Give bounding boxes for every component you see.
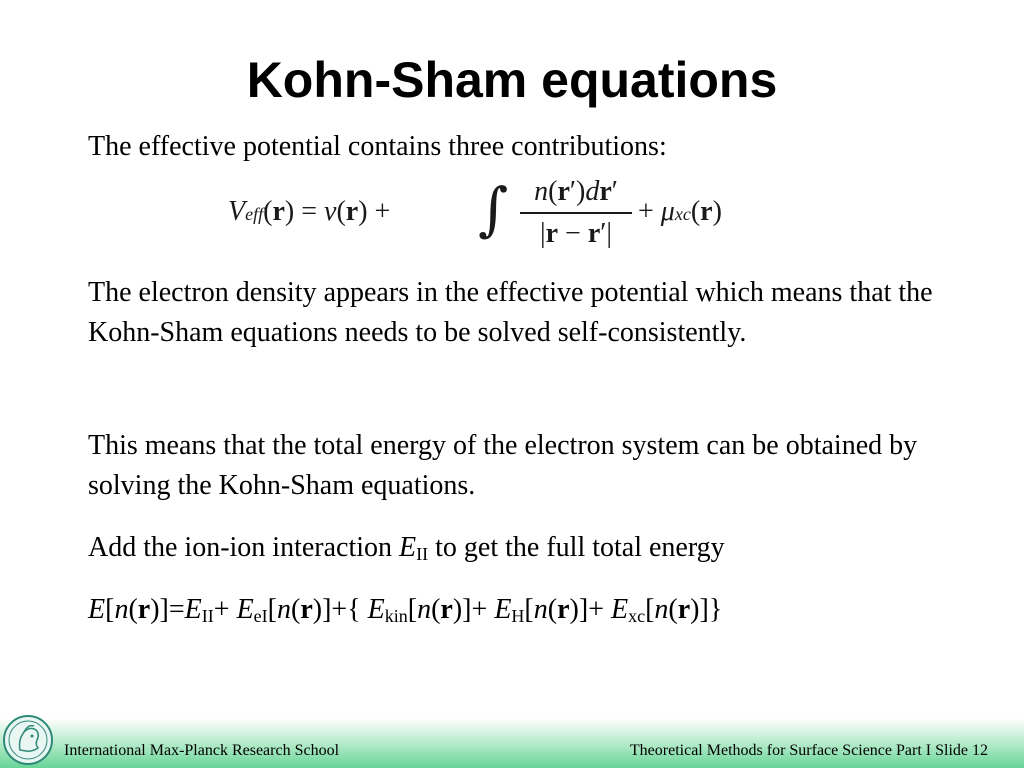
fraction-denominator: |r − r′| (539, 218, 612, 249)
integral-sign: ∫ (478, 175, 509, 243)
footer-institution: International Max-Planck Research School (64, 742, 340, 759)
total-energy-equation: $E[n(r)]=E_{II}+ E_{eI}[n(r)]+${ $E_{kin}[n(r)]+ E_H[n(r)]+ E_{xc}[n(r)]$} (88, 594, 723, 626)
fraction-bar (520, 212, 632, 214)
intro-text: The effective potential contains three contributions: (88, 131, 667, 162)
max-planck-logo-icon (2, 714, 54, 766)
effective-potential-equation (228, 170, 788, 260)
xc-term: + μxc(r) (638, 196, 722, 227)
hartree-fraction (520, 174, 632, 252)
fraction-numerator: n(r′)dr′ (534, 176, 618, 207)
total-energy-paragraph: This means that the total energy of the electron system can be obtained by solving the Kohn-Sham equations. (88, 430, 918, 501)
slide-title: Kohn-Sham equations (246, 52, 778, 108)
footer-course-slide: Theoretical Methods for Surface Science Part I Slide 12 (629, 742, 988, 759)
footer-bar (0, 718, 1024, 768)
equation-lhs: Veff(r) = v(r) + (228, 196, 391, 227)
ion-ion-text: Add the ion-ion interaction $E_{II}$ to get the full total energy (88, 532, 725, 564)
density-paragraph: The electron density appears in the effective potential which means that the Kohn-Sham equations needs to be solved self-consistently. (88, 277, 933, 348)
